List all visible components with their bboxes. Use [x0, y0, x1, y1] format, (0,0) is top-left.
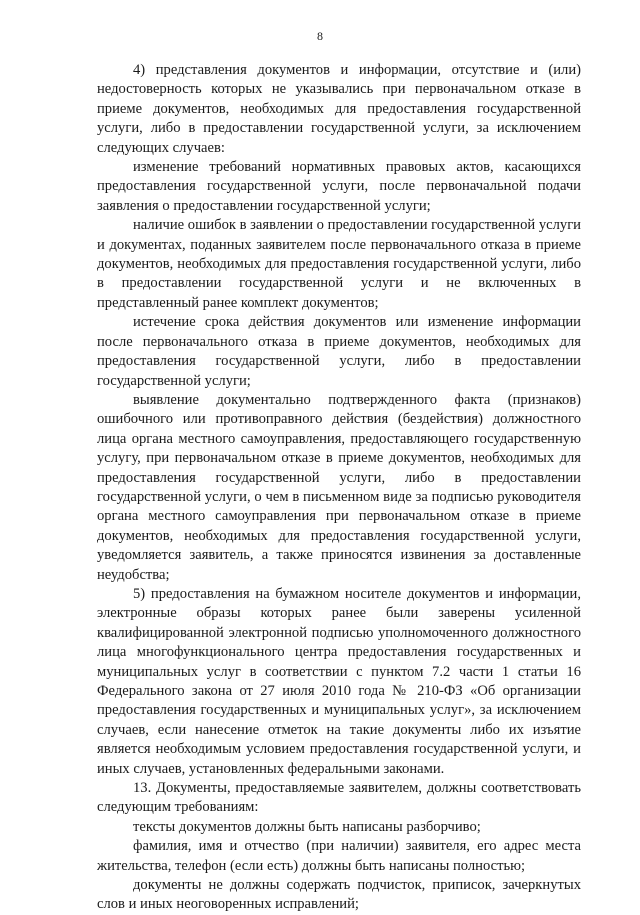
- paragraph-requirement-full-name: фамилия, имя и отчество (при наличии) заявителя, его адрес места жительства, телефон (если есть) должны быть написаны полностью;: [97, 838, 581, 874]
- paragraph-exception-expiry: истечение срока действия документов или изменение информации после первоначального отказа в приеме документов, необходимых для предоставления государственной услуги, либо в предоставлении государственной услуги;: [97, 314, 581, 389]
- paragraph-exception-official-misconduct: выявление документально подтвержденного факта (признаков) ошибочного или противоправного действия (бездействия) должностного лица органа местного самоуправления, предоставляющего государственную услугу, при первоначальном отказе в приеме документов, необходимых для предоставления государственной услуги, либо в предоставлении государственной услуги, о чем в письменном виде за подписью руководителя органа местного самоуправления при первоначальном отказе в приеме документов, необходимых для предоставления государственной услуги, уведомляется заявитель, а также приносятся извинения за доставленные неудобства;: [97, 391, 581, 583]
- paragraph-item-5: 5) предоставления на бумажном носителе документов и информации, электронные образы которых ранее были заверены усиленной квалифицированной электронной подписью уполномоченного должностного лица многофункционального центра предоставления государственных и муниципальных услуг в соответствии с пунктом 7.2 части 1 статьи 16 Федерального закона от 27 июля 2010 года № 210-ФЗ «Об организации предоставления государственных и муниципальных услуг», за исключением случаев, если нанесение отметок на такие документы либо их изъятие является необходимым условием предоставления государственной услуги, и иных случаев, установленных федеральными законами.: [97, 585, 581, 777]
- paragraph-section-13: 13. Документы, предоставляемые заявителем, должны соответствовать следующим требованиям:: [97, 780, 581, 816]
- paragraph-requirement-legible: тексты документов должны быть написаны разборчиво;: [133, 818, 481, 835]
- paragraph-item-4: 4) представления документов и информации, отсутствие и (или) недостоверность которых не указывались при первоначальном отказе в приеме документов, необходимых для предоставления государственной услуги, либо в предоставлении государственной услуги, за исключением следующих случаев:: [97, 62, 581, 156]
- paragraph-exception-errors: наличие ошибок в заявлении о предоставлении государственной услуги и документах, поданных заявителем после первоначального отказа в приеме документов, необходимых для предоставления государственной услуги, либо в предоставлении государственной услуги и не включенных в представленный ранее комплект документов;: [97, 217, 581, 311]
- document-body: [97, 61, 581, 915]
- paragraph-exception-regulation-change: изменение требований нормативных правовых актов, касающихся предоставления государственной услуги, после первоначальной подачи заявления о предоставлении государственной услуги;: [97, 159, 581, 214]
- page-number: 8: [317, 29, 323, 43]
- paragraph-requirement-no-corrections: документы не должны содержать подчисток, приписок, зачеркнутых слов и иных неоговоренных исправлений;: [97, 877, 581, 913]
